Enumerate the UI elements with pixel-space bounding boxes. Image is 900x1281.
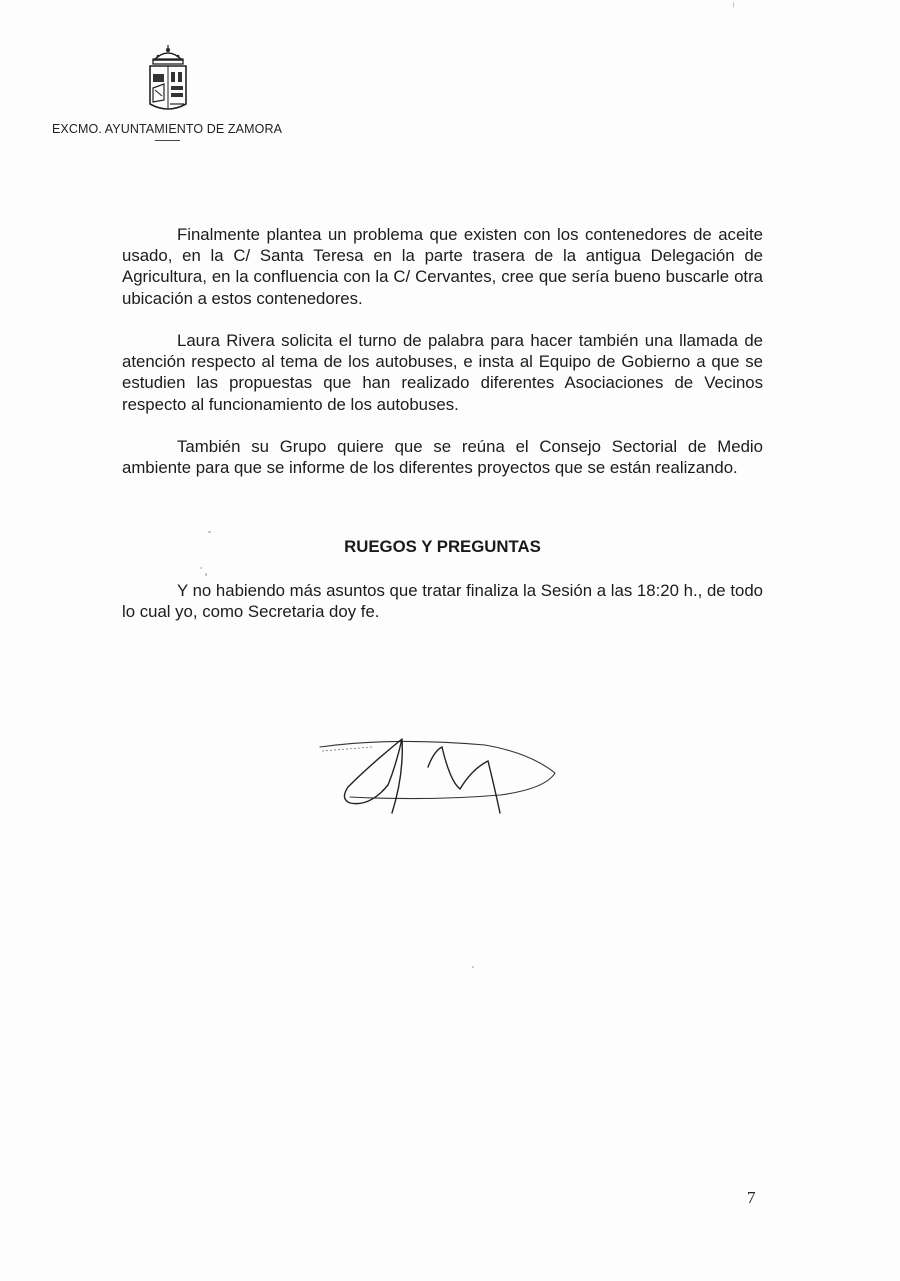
handwritten-signature xyxy=(310,725,570,825)
paragraph-buses: Laura Rivera solicita el turno de palabra para hacer también una llamada de atención respecto al tema de los autobuses, e insta al Equipo de Gobierno a que se estudien las propuestas que han realizado diferentes Asociaciones de Vecinos respecto al funcionamiento de los autobuses. xyxy=(122,331,763,414)
paragraph-containers: Finalmente plantea un problema que existen con los contenedores de aceite usado, en la C/ Santa Teresa en la parte trasera de la antigua Delegación de Agricultura, en la confluencia con la C/ Cervantes, cree que sería bueno buscarle otra ubicación a estos contenedores. xyxy=(122,225,763,308)
paragraph-environment-council: También su Grupo quiere que se reúna el Consejo Sectorial de Medio ambiente para que se informe de los diferentes proyectos que se están realizando. xyxy=(122,437,763,478)
scan-speck xyxy=(200,567,202,569)
paragraph-closing: Y no habiendo más asuntos que tratar finaliza la Sesión a las 18:20 h., de todo lo cual yo, como Secretaria doy fe. xyxy=(122,581,763,622)
organization-name: EXCMO. AYUNTAMIENTO DE ZAMORA xyxy=(52,122,283,136)
coat-of-arms-icon xyxy=(140,44,196,114)
scan-speck xyxy=(208,531,211,533)
scan-speck xyxy=(733,2,734,8)
section-heading: RUEGOS Y PREGUNTAS xyxy=(344,537,541,556)
scan-speck xyxy=(205,573,207,576)
organization-underline xyxy=(155,140,180,141)
page-number: 7 xyxy=(747,1188,756,1207)
scan-speck xyxy=(472,966,474,968)
